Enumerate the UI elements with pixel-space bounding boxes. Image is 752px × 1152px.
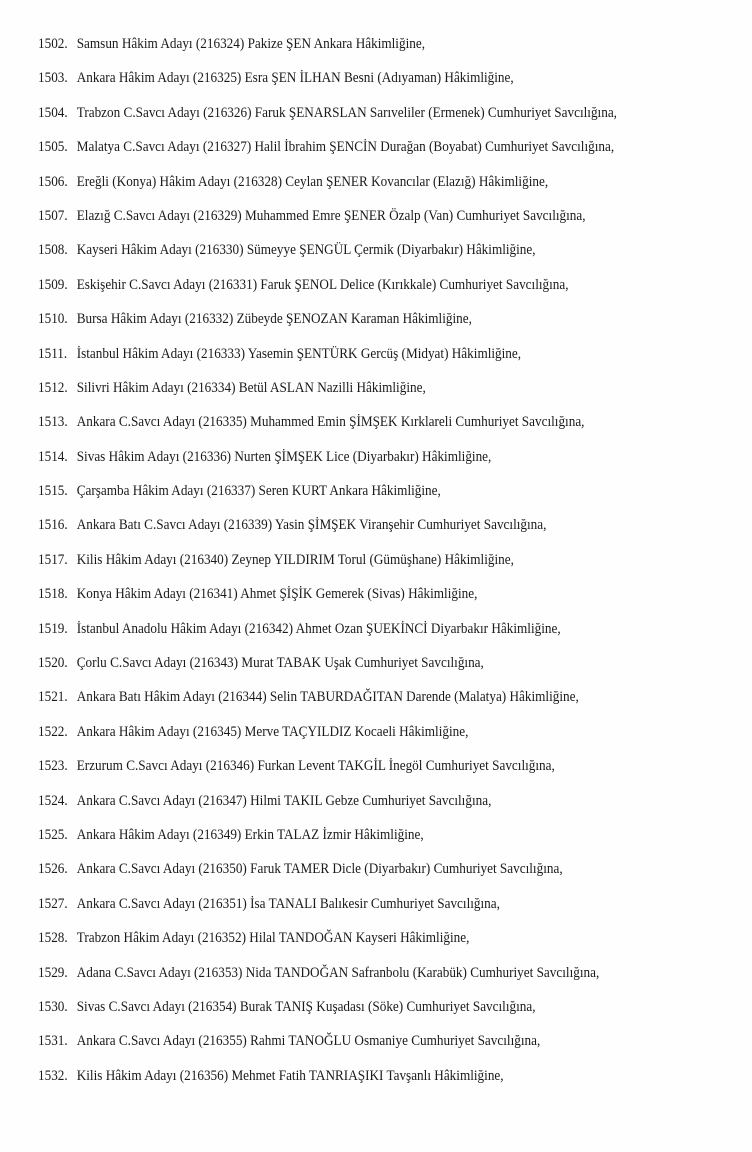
entry-text: Trabzon C.Savcı Adayı (216326) Faruk ŞENARSLAN Sarıveliler (Ermenek) Cumhuriyet Savcılığına,	[76, 104, 617, 121]
list-item	[38, 689, 654, 723]
entry-text: Elazığ C.Savcı Adayı (216329) Muhammed Emre ŞENER Özalp (Van) Cumhuriyet Savcılığına,	[76, 207, 586, 224]
list-item	[38, 517, 654, 551]
list-item	[38, 105, 654, 139]
entry-number: 1512.	[38, 379, 68, 396]
entry-text: Erzurum C.Savcı Adayı (216346) Furkan Levent TAKGİL İnegöl Cumhuriyet Savcılığına,	[76, 758, 555, 775]
list-item	[38, 552, 654, 586]
entry-text: Çarşamba Hâkim Adayı (216337) Seren KURT Ankara Hâkimliğine,	[76, 483, 441, 500]
list-item	[38, 139, 654, 173]
list-item	[38, 483, 654, 517]
list-item	[38, 414, 654, 448]
list-item	[38, 896, 654, 930]
list-item	[38, 965, 654, 999]
appointment-list	[38, 36, 738, 1102]
list-item	[38, 311, 654, 345]
entry-number: 1502.	[38, 36, 68, 52]
list-item	[38, 793, 654, 827]
list-item	[38, 758, 654, 792]
list-item	[38, 655, 654, 689]
entry-number: 1510.	[38, 311, 68, 328]
entry-text: Samsun Hâkim Adayı (216324) Pakize ŞEN Ankara Hâkimliğine,	[76, 36, 426, 52]
entry-number: 1524.	[38, 792, 68, 809]
entry-number: 1515.	[38, 483, 68, 500]
entry-text: Ankara Batı Hâkim Adayı (216344) Selin TABURDAĞITAN Darende (Malatya) Hâkimliğine,	[76, 689, 579, 706]
entry-number: 1504.	[38, 104, 68, 121]
entry-number: 1528.	[38, 930, 68, 947]
entry-number: 1513.	[38, 414, 68, 431]
entry-number: 1525.	[38, 826, 68, 843]
entry-text: Malatya C.Savcı Adayı (216327) Halil İbrahim ŞENCİN Durağan (Boyabat) Cumhuriyet Savcılığına,	[76, 139, 615, 156]
entry-text: Konya Hâkim Adayı (216341) Ahmet ŞİŞİK Gemerek (Sivas) Hâkimliğine,	[76, 586, 478, 603]
entry-text: Adana C.Savcı Adayı (216353) Nida TANDOĞAN Safranbolu (Karabük) Cumhuriyet Savcılığına,	[76, 964, 600, 981]
list-item	[38, 930, 654, 964]
list-item	[38, 208, 654, 242]
list-item	[38, 621, 654, 655]
list-item	[38, 380, 654, 414]
entry-number: 1521.	[38, 689, 68, 706]
entry-text: Ankara C.Savcı Adayı (216355) Rahmi TANOĞLU Osmaniye Cumhuriyet Savcılığına,	[76, 1033, 541, 1050]
entry-text: Ankara Hâkim Adayı (216325) Esra ŞEN İLHAN Besni (Adıyaman) Hâkimliğine,	[76, 70, 514, 87]
entry-text: Trabzon Hâkim Adayı (216352) Hilal TANDOĞAN Kayseri Hâkimliğine,	[76, 930, 470, 947]
list-item	[38, 724, 654, 758]
list-item	[38, 586, 654, 620]
list-item	[38, 999, 654, 1033]
entry-number: 1509.	[38, 276, 68, 293]
entry-text: Kilis Hâkim Adayı (216356) Mehmet Fatih TANRIAŞIKI Tavşanlı Hâkimliğine,	[76, 1067, 504, 1084]
entry-text: Çorlu C.Savcı Adayı (216343) Murat TABAK Uşak Cumhuriyet Savcılığına,	[76, 655, 484, 672]
entry-number: 1514.	[38, 448, 68, 465]
entry-text: Ankara C.Savcı Adayı (216335) Muhammed Emin ŞİMŞEK Kırklareli Cumhuriyet Savcılığına,	[76, 414, 585, 431]
entry-text: Kilis Hâkim Adayı (216340) Zeynep YILDIRIM Torul (Gümüşhane) Hâkimliğine,	[76, 551, 514, 568]
entry-text: Ankara Hâkim Adayı (216345) Merve TAÇYILDIZ Kocaeli Hâkimliğine,	[76, 723, 469, 740]
list-item	[38, 36, 654, 70]
entry-text: Ankara Hâkim Adayı (216349) Erkin TALAZ İzmir Hâkimliğine,	[76, 826, 424, 843]
entry-number: 1505.	[38, 139, 68, 156]
entry-number: 1517.	[38, 551, 68, 568]
entry-number: 1523.	[38, 758, 68, 775]
entry-number: 1529.	[38, 964, 68, 981]
entry-text: Ankara C.Savcı Adayı (216347) Hilmi TAKIL Gebze Cumhuriyet Savcılığına,	[76, 792, 492, 809]
entry-text: İstanbul Anadolu Hâkim Adayı (216342) Ahmet Ozan ŞUEKİNCİ Diyarbakır Hâkimliğine,	[76, 620, 561, 637]
list-item	[38, 1068, 654, 1102]
entry-text: Silivri Hâkim Adayı (216334) Betül ASLAN Nazilli Hâkimliğine,	[76, 379, 426, 396]
entry-number: 1531.	[38, 1033, 68, 1050]
entry-text: Sivas C.Savcı Adayı (216354) Burak TANIŞ Kuşadası (Söke) Cumhuriyet Savcılığına,	[76, 998, 536, 1015]
list-item	[38, 70, 654, 104]
list-item	[38, 174, 654, 208]
entry-number: 1508.	[38, 242, 68, 259]
entry-number: 1519.	[38, 620, 68, 637]
entry-number: 1506.	[38, 173, 68, 190]
entry-text: Eskişehir C.Savcı Adayı (216331) Faruk ŞENOL Delice (Kırıkkale) Cumhuriyet Savcılığına,	[76, 276, 569, 293]
list-item	[38, 242, 654, 276]
entry-text: Sivas Hâkim Adayı (216336) Nurten ŞİMŞEK Lice (Diyarbakır) Hâkimliğine,	[76, 448, 492, 465]
entry-text: Ankara C.Savcı Adayı (216351) İsa TANALI Balıkesir Cumhuriyet Savcılığına,	[76, 895, 500, 912]
list-item	[38, 449, 654, 483]
list-item	[38, 346, 654, 380]
entry-text: Ereğli (Konya) Hâkim Adayı (216328) Ceylan ŞENER Kovancılar (Elazığ) Hâkimliğine,	[76, 173, 549, 190]
entry-number: 1520.	[38, 655, 68, 672]
entry-number: 1522.	[38, 723, 68, 740]
entry-text: İstanbul Hâkim Adayı (216333) Yasemin ŞENTÜRK Gercüş (Midyat) Hâkimliğine,	[76, 345, 522, 362]
list-item	[38, 861, 654, 895]
entry-number: 1532.	[38, 1067, 68, 1084]
list-item	[38, 827, 654, 861]
list-item	[38, 277, 654, 311]
entry-number: 1527.	[38, 895, 68, 912]
entry-number: 1507.	[38, 207, 68, 224]
entry-number: 1503.	[38, 70, 68, 87]
entry-number: 1511.	[38, 345, 68, 362]
entry-number: 1526.	[38, 861, 68, 878]
entry-text: Ankara C.Savcı Adayı (216350) Faruk TAMER Dicle (Diyarbakır) Cumhuriyet Savcılığına,	[76, 861, 563, 878]
entry-text: Kayseri Hâkim Adayı (216330) Sümeyye ŞENGÜL Çermik (Diyarbakır) Hâkimliğine,	[76, 242, 536, 259]
entry-number: 1530.	[38, 998, 68, 1015]
entry-number: 1516.	[38, 517, 68, 534]
list-item	[38, 1033, 654, 1067]
entry-text: Bursa Hâkim Adayı (216332) Zübeyde ŞENOZAN Karaman Hâkimliğine,	[76, 311, 472, 328]
entry-text: Ankara Batı C.Savcı Adayı (216339) Yasin ŞİMŞEK Viranşehir Cumhuriyet Savcılığına,	[76, 517, 547, 534]
entry-number: 1518.	[38, 586, 68, 603]
